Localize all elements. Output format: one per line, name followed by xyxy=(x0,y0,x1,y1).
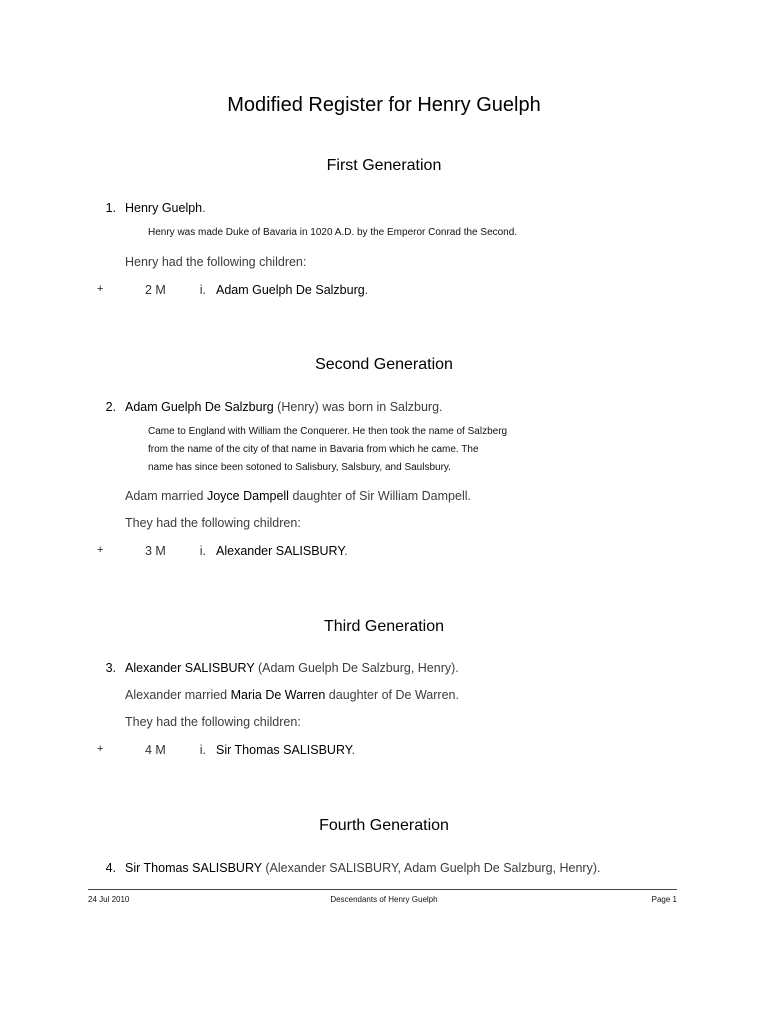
marriage-post: daughter of Sir William Dampell. xyxy=(288,489,471,503)
child-roman: i. xyxy=(199,544,206,558)
entry-tail: (Henry) was born in Salzburg. xyxy=(273,400,443,414)
entry-tail: (Adam Guelph De Salzburg, Henry). xyxy=(254,661,459,675)
has-descendants-marker: + xyxy=(97,283,104,295)
entry-line xyxy=(125,860,600,876)
marriage-post: daughter of De Warren. xyxy=(325,688,459,702)
marriage-line xyxy=(125,687,459,703)
generation-heading-second: Second Generation xyxy=(315,356,453,373)
note-line: Came to England with William the Conquerer. He then took the name of Salzberg xyxy=(148,426,508,437)
page-title: Modified Register for Henry Guelph xyxy=(227,94,541,116)
generation-heading-fourth: Fourth Generation xyxy=(319,817,449,834)
spouse-name: Maria De Warren xyxy=(230,688,326,702)
footer-page-number: Page 1 xyxy=(651,895,677,904)
child-number: 4 M xyxy=(145,743,166,757)
child-tail: . xyxy=(344,544,348,558)
child-tail: . xyxy=(351,743,355,757)
generation-heading-third: Third Generation xyxy=(323,618,445,635)
person-name: Adam Guelph De Salzburg xyxy=(125,400,274,414)
entry-line xyxy=(125,660,459,676)
child-name: Sir Thomas SALISBURY xyxy=(216,743,352,757)
note-line: name has since been sotoned to Salisbury, Salsbury, and Saulsbury. xyxy=(148,462,451,473)
footer-date: 24 Jul 2010 xyxy=(88,895,130,904)
child-number: 3 M xyxy=(145,544,166,558)
child-line xyxy=(216,282,368,298)
entry-line xyxy=(125,399,443,415)
child-name: Adam Guelph De Salzburg xyxy=(216,283,365,297)
generation-heading-first: First Generation xyxy=(326,157,442,174)
marriage-line xyxy=(125,488,471,504)
child-line xyxy=(216,742,355,758)
note-block xyxy=(148,423,608,477)
note-line: Henry was made Duke of Bavaria in 1020 A.D. by the Emperor Conrad the Second. xyxy=(148,227,518,238)
child-roman: i. xyxy=(199,283,206,297)
entry-number: 2. xyxy=(105,400,116,414)
footer-divider xyxy=(88,889,677,890)
note-line: from the name of the city of that name in Bavaria from which he came. The xyxy=(148,444,479,455)
children-intro: Henry had the following children: xyxy=(125,255,307,269)
entry-line xyxy=(125,200,206,216)
person-name: Henry Guelph xyxy=(125,201,203,215)
spouse-name: Joyce Dampell xyxy=(206,489,289,503)
children-intro: They had the following children: xyxy=(125,516,301,530)
child-roman: i. xyxy=(199,743,206,757)
entry-tail: (Alexander SALISBURY, Adam Guelph De Salzburg, Henry). xyxy=(261,861,601,875)
entry-tail: . xyxy=(202,201,206,215)
has-descendants-marker: + xyxy=(97,544,104,556)
children-intro: They had the following children: xyxy=(125,715,301,729)
marriage-pre: Alexander married xyxy=(125,688,231,702)
footer-title: Descendants of Henry Guelph xyxy=(330,895,438,904)
note-block xyxy=(148,224,608,242)
person-name: Alexander SALISBURY xyxy=(125,661,255,675)
entry-number: 4. xyxy=(105,861,116,875)
child-name: Alexander SALISBURY xyxy=(216,544,345,558)
marriage-pre: Adam married xyxy=(125,489,207,503)
child-line xyxy=(216,543,348,559)
has-descendants-marker: + xyxy=(97,743,104,755)
child-number: 2 M xyxy=(145,283,166,297)
person-name: Sir Thomas SALISBURY xyxy=(125,861,262,875)
child-tail: . xyxy=(364,283,369,297)
entry-number: 1. xyxy=(105,201,116,215)
entry-number: 3. xyxy=(105,661,116,675)
